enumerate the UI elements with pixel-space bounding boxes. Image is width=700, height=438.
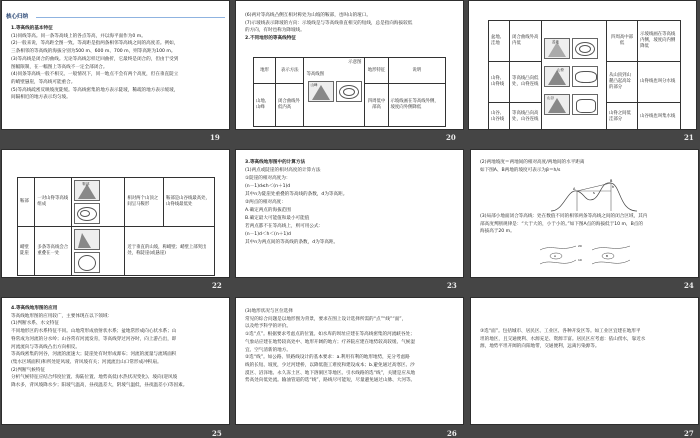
slide-text [480, 328, 690, 351]
formula: (n－1)d≤h＜(n＋1)d [245, 184, 291, 189]
table-cell: 近于垂直的山坡，称峭壁；峭壁上部突出处，称陡崖(或悬崖) [125, 227, 215, 276]
contour-value-label: 10 [578, 258, 582, 262]
text-line: 线的长短、坡度，少过河建桥，以降低施工难度和建设成本；b.避免通过高寒区、沙 [245, 362, 415, 368]
table-cell: 多条等高线会合重叠在一处 [35, 227, 72, 276]
text-line: 势高处向低处流。输油管道的选“线”，路线尽可能短，尽量避免通过山脉、大河等。 [245, 378, 416, 384]
slide-thumbnail-22[interactable] [2, 150, 229, 277]
contour-map-image [336, 81, 362, 102]
text-line: 源，地势平坦开阔的向阳地带，交通便利，远离污染源等。 [480, 344, 600, 350]
table-header: 等高线图 [306, 72, 325, 77]
text-line: (4)同条等高线一般不相交。一般情况下，同一地点不会有两个高度，但在垂直陡立 [11, 72, 179, 78]
text-line: 分析气候特征应结合纬度位置、海陆位置、地势高低(水热状况变化)、坡向(迎风坡 [11, 375, 178, 381]
table-cell: 等高线凸向高处，山谷连线 [510, 102, 542, 129]
slide-thumbnail-25[interactable] [2, 298, 229, 424]
table-cell: 从山顶到山麓凸起高耸的部分 [606, 61, 637, 102]
text-line: 等高线地形图的应用较广，主要体现在以下领域： [11, 313, 113, 319]
slope-profile-diagram [549, 177, 639, 213]
table-cell: 一对山脊等高线组成 [35, 178, 72, 227]
slide-thumbnail-26[interactable] [236, 298, 463, 424]
text-line: 的方向，有时也称为降坡线。 [245, 28, 305, 34]
text-line: (3)等高线是闭合的曲线。无论等高线怎样迂回曲折，它最终是闭合的，但由于受到 [11, 56, 179, 62]
table-header: 地形特征 [365, 58, 388, 84]
table-cell: 四周高中部低 [606, 21, 637, 62]
text-line: 间隔相近的地方表示均匀坡。 [11, 95, 71, 101]
diagram-cell [72, 227, 125, 276]
page-number: 27 [684, 429, 694, 438]
point-label: A [573, 187, 576, 191]
text-line: 图幅限制，在一幅图上等高线不一定全部闭合。 [11, 64, 108, 70]
distance-label: s [593, 191, 595, 195]
table-cell: 示坡线画在等高线外侧，坡度向外侧降低 [388, 84, 445, 127]
header-divider [36, 17, 225, 18]
valley-contour-image [572, 94, 598, 115]
slide-thumbnail-20[interactable] [236, 1, 463, 129]
table-cell: 山脊之间低洼部分 [606, 102, 637, 129]
text-line: (2)两地坡度＝两地间的相对高度/两地间的水平距离 [480, 160, 585, 165]
slide-thumbnail-24[interactable] [471, 150, 698, 277]
slide-text [11, 25, 221, 102]
text-line: 海拔高于20 m。 [480, 229, 515, 235]
terrain-table [488, 20, 681, 129]
text-line: ②选“线”。如公路、铁路线设计的基本要求：a.利用有利的地形地势，充分考虑路 [245, 355, 410, 361]
diagram-cell [72, 178, 125, 227]
text-line: 以及给予科学的评价。 [245, 324, 291, 330]
page-number: 25 [212, 429, 222, 438]
text-heading: 2.不同地形的等高线特征 [245, 36, 296, 42]
text-line: (6)两对等高线凸侧互相对称处为山坡的鞍部，也叫山的垭口。 [245, 13, 371, 18]
slide-text [245, 12, 455, 43]
table-cell: 峭壁陡崖 [18, 227, 35, 276]
text-line: (2)一般来说，等高距全图一致。等高距是指两条相邻等高线之间的高度差。例如， [11, 41, 179, 47]
ridge-image: 山脊 [544, 66, 570, 87]
contour-value-label: 20 [578, 244, 582, 248]
closed-contour-diagram [536, 242, 646, 270]
text-line: 若两点都不在等高线上，则可用公式： [245, 224, 324, 229]
slide-text [11, 305, 221, 390]
text-line: 降水多，背风坡降水少；阳坡气温高，昼夜温差大，阴坡气温低，昼夜温差小)等因素。 [11, 383, 188, 389]
text-line: 如下图A、B两地的坡度可表示为β＝h/s [480, 167, 561, 173]
text-line: 等高线密集的河谷，河流的流速大；陡崖处有时形成瀑布；河流的流量与流域面积 [11, 352, 177, 358]
text-heading: 4.等高线地形图的应用 [11, 306, 58, 311]
text-line: ①选“点”。根据要求考虑点的位置。如水库的坝址应建在等高线密集的河流峡谷处； [245, 332, 415, 338]
text-line: (2)判断气候特征 [11, 367, 46, 373]
slide-thumbnail-21[interactable] [469, 1, 696, 129]
table-cell: 相对两个山顶之间呈马鞍形 [125, 178, 164, 227]
table-cell: 鞍部 [18, 178, 35, 227]
page-number: 23 [447, 281, 457, 290]
text-line: (1)判断水系、水文特征 [11, 321, 59, 327]
text-line: 漠区、沼泽地、永久冻土区、地下溶洞区等地区。引水线路的选“线”，关键是应从地 [245, 370, 416, 376]
text-line: (3)地形状况与区位选择 [245, 309, 293, 314]
text-line: (5)等高线疏密反映坡度陡缓。等高线密集的地方表示陡坡，稀疏的地方表示缓坡， [11, 87, 179, 93]
text-line: 部高度判断规律是：“大于大的，小于小的。”如下图A点的海拔低于10 m，B点的 [480, 221, 643, 227]
table-cell: 等高线凸向低处，山脊连线 [510, 61, 542, 102]
text-line: (1)两点或陡崖的相对高度的计算方法 [245, 168, 321, 173]
page-number: 26 [447, 429, 457, 438]
table-cell: 示坡线画在等高线内侧，坡度向内侧降低 [638, 21, 681, 62]
table-cell: 山谷线也叫集水线 [638, 102, 681, 129]
text-heading: 1.等高线的基本特征 [11, 26, 53, 31]
page-number: 24 [684, 281, 694, 290]
table-cell: 闭合曲线外低内高 [275, 84, 304, 127]
text-line: ③选“面”。包括城市、居民区、工业区、各种开发区等。如工业区宜建在地形平 [480, 329, 641, 334]
slide-thumbnail-27[interactable] [471, 298, 698, 424]
slide-text [480, 159, 690, 174]
saddle-image: 鞍部 [74, 180, 100, 201]
text-line: ②两点的相对高度： [245, 200, 286, 205]
text-line: 三条相邻的等高线的海拔分别为500 m、600 m、700 m，则等高距为100 m。 [11, 49, 176, 55]
text-heading: 3.等高线地形图中的计算方法 [245, 160, 306, 165]
text-line: (3)局部小地面闭合等高线：处在数值不同的相邻两条等高线之间的闭合区域，其内 [480, 214, 648, 219]
slide-header: 核心归纳 [6, 14, 29, 20]
table-cell: 四周低中部高 [365, 84, 388, 127]
text-line: 脊常成为河流的分水岭；山谷常有河流发育，等高线穿过河谷时，向上游凸出，即 [11, 336, 177, 342]
slide-text [245, 159, 455, 247]
diagram-cell [304, 58, 365, 127]
formula: (n－1)d＜h＜(n＋1)d [245, 232, 291, 237]
slide-thumbnail-23[interactable] [236, 150, 463, 277]
table-cell: 盆地、洼地 [489, 21, 510, 62]
ridge-contour-image [572, 66, 598, 87]
text-line: A.确定两点的海拔范围 [245, 208, 291, 213]
slide-text [480, 213, 690, 236]
text-line: (1)同线等高。同一条等高线上的各点等高，并以海平面作为0 m。 [11, 33, 146, 39]
text-line: 坦的地区，且交通便利、水源充足、资源丰富。居民区应考虑：依山傍水，靠近水 [480, 336, 646, 342]
contour-map-image [572, 38, 598, 59]
cliff-contour-image [74, 252, 100, 273]
text-line: 气象站应建在地势较高处中、地形开阔的地方；疗养院应建在地势较高较缓、气候湿 [245, 339, 415, 345]
text-line: 不同地形区的水系特征不同。山地常形成放射状水系；盆地常形成向心状水系；山 [11, 329, 177, 335]
text-line: 的峭壁悬崖，等高线可能重合。 [11, 79, 76, 85]
text-line: 河流流向与等高线凸出方向相反。 [11, 344, 80, 350]
table-cell: 鞍部是山谷线最高处，山脊线最低处 [164, 178, 215, 227]
mountain-image: 山峰 [308, 81, 334, 102]
text-line: 其中n为两点间的等高线的条数，d为等高距。 [245, 240, 339, 245]
table-cell: 山脊线也叫分水线 [638, 61, 681, 102]
cliff-image [74, 229, 100, 250]
page-number: 22 [212, 281, 222, 290]
text-line: 常见的综合问题是以地形图为背景，要求在图上设计选择所需的“点”“线”“面”， [245, 316, 407, 322]
page-number: 20 [446, 133, 456, 142]
terrain-table [253, 57, 446, 127]
table-header: 示意图 [348, 60, 362, 65]
terrain-table [17, 177, 215, 276]
page-number: 21 [684, 133, 694, 142]
page-number: 19 [210, 133, 220, 142]
text-line: 宜、空气清新的地方。 [245, 347, 291, 353]
valley-image: 山谷 [544, 94, 570, 115]
text-line: (7)示坡线表示降坡的方向：示坡线是与等高线垂直相交的短线，总是指向海拔较低 [245, 20, 413, 26]
table-cell: 山谷、山谷线 [489, 102, 510, 129]
diagram-cell [541, 21, 606, 130]
table-header: 表示方法 [275, 58, 304, 84]
text-line: B.确定最大可能值和最小可能值 [245, 216, 310, 221]
text-line: ①陡崖的相对高度为： [245, 176, 291, 181]
table-cell: 山脊、山脊线 [489, 61, 510, 102]
point-label: B [610, 179, 613, 183]
saddle-contour-image [74, 203, 100, 224]
slide-text [245, 308, 455, 385]
slide-thumbnail-19[interactable] [2, 1, 229, 129]
text-line: 其中n为陡崖处重叠的等高线的条数，d为等高距。 [245, 192, 348, 197]
text-line: (集水区域面积)和所处迎风坡、背风坡有关；河流流出山口常形成冲积扇。 [11, 359, 162, 365]
basin-image: 盆地 [544, 38, 570, 59]
point-label: B [606, 254, 609, 258]
table-cell: 山地、山峰 [254, 84, 276, 127]
table-cell: 闭合曲线外高内低 [510, 21, 542, 62]
table-header: 地形 [254, 58, 276, 84]
table-header: 说明 [388, 58, 445, 84]
height-label: h [612, 185, 615, 189]
point-label: A [554, 254, 557, 258]
